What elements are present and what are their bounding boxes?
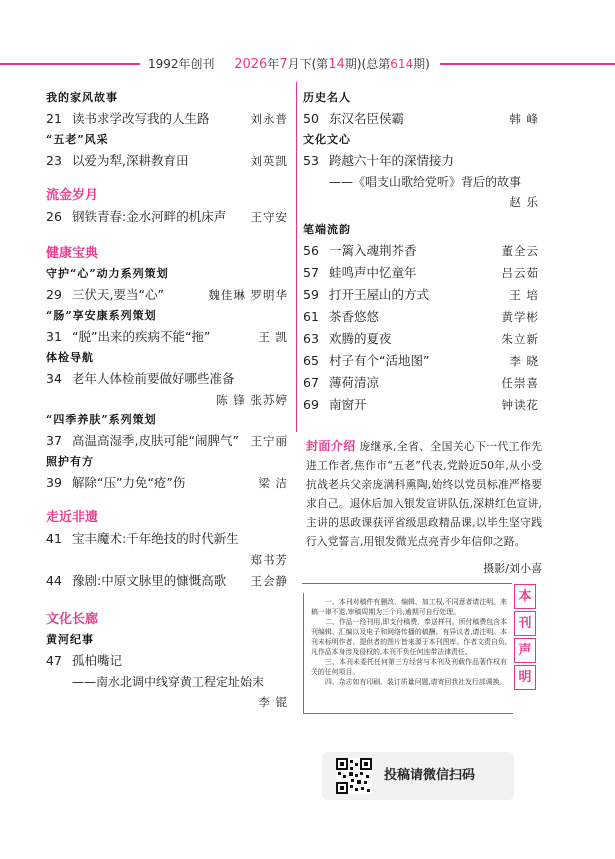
cover-intro-text: 庞继承,全省、全国关心下一代工作先进工作者,焦作市“五老”代表,党龄近50年,从小受抗战老兵父亲庞满科熏陶,始终以党员标准严格要求自己。退休后加入银发宣讲队伍,深耕红色宣讲,主讲的思政课获评省级思政精品课,以毕生坚守践行入党誓言,用银发微光点亮青少年信仰之路。	[306, 440, 542, 548]
toc-author: 郑书芳	[250, 553, 288, 567]
header-line-right	[440, 63, 615, 65]
toc-entry[interactable]: 26 钢铁青春:金水河畔的机床声 王守安	[46, 209, 288, 224]
toc-entry[interactable]: 44 豫剧:中原文脉里的慷慨高歌 王会静	[46, 573, 288, 588]
toc-entry[interactable]: 31 “脱”出来的疾病不能“拖” 王 凯	[46, 329, 288, 344]
subsection-title: 黄河纪事	[46, 633, 94, 646]
subsection-title: “四季养肤”系列策划	[46, 413, 157, 426]
submission-qr-box[interactable]	[322, 752, 514, 800]
toc-entry[interactable]: 39 解除“压”力免“疮”伤 梁 洁	[46, 475, 288, 490]
toc-entry[interactable]: 50 东汉名臣侯霸 韩 峰	[303, 111, 539, 126]
toc-entry[interactable]: 69 南窗开 钟读花	[303, 397, 539, 412]
section-title: 流金岁月	[46, 188, 99, 203]
subsection-title: 历史名人	[303, 91, 351, 104]
toc-author: 陈 锋 张苏婷	[216, 393, 288, 407]
toc-entry[interactable]: 37 高温高湿季,皮肤可能“闹脾气” 王宁丽	[46, 433, 288, 448]
toc-entry[interactable]: 59 打开王屋山的方式 王 培	[303, 287, 539, 302]
subsection-title: “五老”风采	[46, 133, 109, 146]
statement-paragraph: 一、本刊对稿件有删改、编辑、加工权,不同意者请注明。来稿一律不退,审稿周期为三个月,逾期可自行处理。	[311, 598, 507, 616]
toc-entry[interactable]: 21 读书求学改写我的人生路 刘永普	[46, 111, 288, 126]
toc-entry[interactable]: 57 蛙鸣声中忆童年 吕云茹	[303, 265, 539, 280]
qr-caption: 投稿请微信扫码	[384, 768, 476, 783]
statement-paragraph: 三、本刊未委托任何第三方经营与本刊及刊载作品著作权有关的任何项目。	[311, 658, 507, 676]
subsection-title: 守护“心”动力系列策划	[46, 267, 169, 280]
toc-entry[interactable]: 67 薄荷清凉 任崇喜	[303, 375, 539, 390]
contents-right-column	[303, 88, 541, 416]
qr-code-icon[interactable]	[336, 758, 372, 794]
cover-introduction	[306, 437, 542, 551]
toc-entry[interactable]: 23 以爱为犁,深耕教育田 刘英凯	[46, 153, 288, 168]
section-title: 文化长廊	[46, 612, 99, 627]
contents-left-column	[46, 88, 290, 712]
subsection-title: 我的家风故事	[46, 91, 118, 104]
badge-char: 声	[514, 638, 536, 663]
issue-year: 2026	[234, 57, 268, 72]
toc-author: 李 锟	[258, 695, 288, 709]
issue-number: 14	[328, 57, 345, 72]
toc-entry[interactable]: 65 村子有个“活地图” 李 晓	[303, 353, 539, 368]
journal-statement	[311, 597, 507, 687]
toc-subtitle: ——《唱支山歌给党听》背后的故事	[329, 175, 522, 189]
section-title: 健康宝典	[46, 246, 99, 261]
toc-entry[interactable]: 47 孤柏嘴记	[46, 653, 123, 668]
statement-paragraph: 二、作品一经刊用,即支付稿费、奉送样刊。所付稿费包含本刊编辑、汇编以及电子和网络传播的稿酬。有异议者,请注明。本刊未标明作者、提供者的图片皆来源于本刊图库。作者文责自负,凡作品本身涉及侵权的,本刊不负任何连带法律责任。	[311, 618, 507, 656]
toc-entry[interactable]: 34 老年人体检前要做好哪些准备	[46, 371, 235, 386]
badge-char: 本	[514, 584, 536, 609]
subsection-title: 文化文心	[303, 133, 351, 146]
badge-char: 明	[514, 665, 536, 690]
photo-credit: 摄影/刘小喜	[483, 562, 542, 575]
toc-author: 赵 乐	[509, 195, 539, 209]
founded-label: 1992年创刊	[148, 57, 215, 71]
subsection-title: 体检导航	[46, 351, 94, 364]
toc-entry[interactable]: 41 宝丰魔术:千年绝技的时代新生	[46, 531, 239, 546]
issue-month: 7	[279, 57, 288, 72]
subsection-title: 照护有方	[46, 455, 94, 468]
badge-char: 刊	[514, 611, 536, 636]
subsection-title: 笔端流韵	[303, 223, 351, 236]
toc-entry[interactable]: 63 欢腾的夏夜 朱立新	[303, 331, 539, 346]
header-line-left	[0, 63, 140, 65]
section-title: 走近非遗	[46, 510, 99, 525]
statement-badge	[514, 584, 538, 692]
total-issue-number: 614	[390, 57, 414, 71]
toc-entry[interactable]: 53 跨越六十年的深情接力	[303, 153, 455, 168]
statement-paragraph: 四、杂志如有印刷、装订质量问题,请寄回我社发行部调换。	[325, 678, 507, 686]
toc-entry[interactable]: 56 一篱入魂荆芥香 董全云	[303, 243, 539, 258]
column-divider	[296, 82, 297, 432]
statement-top-line	[302, 583, 512, 584]
subsection-title: “肠”享安康系列策划	[46, 309, 157, 322]
toc-entry[interactable]: 61 茶香悠悠 黄学彬	[303, 309, 539, 324]
toc-entry[interactable]: 29 三伏天,要当“心” 魏佳琳 罗明华	[46, 287, 288, 302]
cover-intro-label: 封面介绍	[306, 439, 356, 453]
toc-subtitle: ——南水北调中线穿黄工程定址始末	[72, 675, 265, 689]
issue-header: 1992年创刊 2026年7月下(第14期)(总第614期)	[148, 57, 430, 72]
